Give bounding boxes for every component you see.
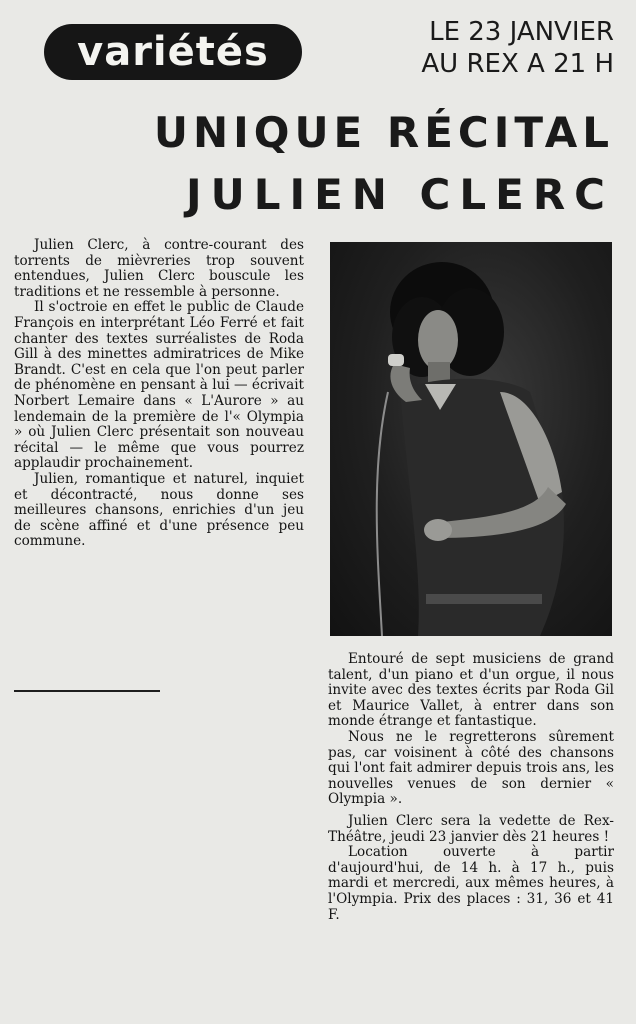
- paragraph: Il s'octroie en effet le public de Claude François en interprétant Léo Ferré et fait chanter des textes surréalistes de Roda Gill à des minettes admiratrices de Mike Brandt. C'est en cela que l'on peut parler de phénomène en pensant à lui — écrivait Norbert Lemaire dans « L'Aurore » au lendemain de la première de l'« Olympia » où Julien Clerc présentait son nouveau récital — le même que vous pourrez applaudir prochainement.: [14, 299, 305, 472]
- article-column-right: [328, 652, 614, 923]
- dateline: [421, 16, 614, 80]
- performer-photo: [330, 242, 612, 636]
- section-badge: variétés: [44, 24, 302, 80]
- headline-line-1: UNIQUE RÉCITAL: [153, 108, 614, 157]
- paragraph: Location ouverte à partir d'aujourd'hui, de 14 h. à 17 h., puis mardi et mercredi, aux mêmes heures, à l'Olympia. Prix des places : 31, 36 et 41 F.: [328, 844, 614, 923]
- column-end-rule: [14, 690, 160, 692]
- singer-silhouette: [330, 242, 612, 636]
- paragraph: Nous ne le regretterons sûrement pas, car voisinent à côté des chansons qui l'ont fait admirer depuis trois ans, les nouvelles venues de son dernier « Olympia ».: [328, 728, 614, 808]
- headline-line-2: JULIEN CLERC: [185, 170, 614, 219]
- dateline-line-1: LE 23 JANVIER: [429, 17, 614, 47]
- paragraph: Julien Clerc, à contre-courant des torrents de mièvreries trop souvent entendues, Julien Clerc bouscule les traditions et ne ressemble à personne.: [14, 237, 304, 300]
- paragraph: Julien, romantique et naturel, inquiet et décontracté, nous donne ses meilleures chansons, enrichies d'un jeu de scène affiné et d'une présence peu commune.: [14, 470, 304, 550]
- article-column-left: [14, 238, 304, 550]
- dateline-line-2: AU REX A 21 H: [421, 49, 614, 79]
- paragraph: Entouré de sept musiciens de grand talent, d'un piano et d'un orgue, il nous invite avec des textes écrits par Roda Gil et Maurice Vallet, à entrer dans son monde étrange et fantastique.: [328, 651, 614, 730]
- paragraph: Julien Clerc sera la vedette de Rex-Théâtre, jeudi 23 janvier dès 21 heures !: [328, 812, 614, 845]
